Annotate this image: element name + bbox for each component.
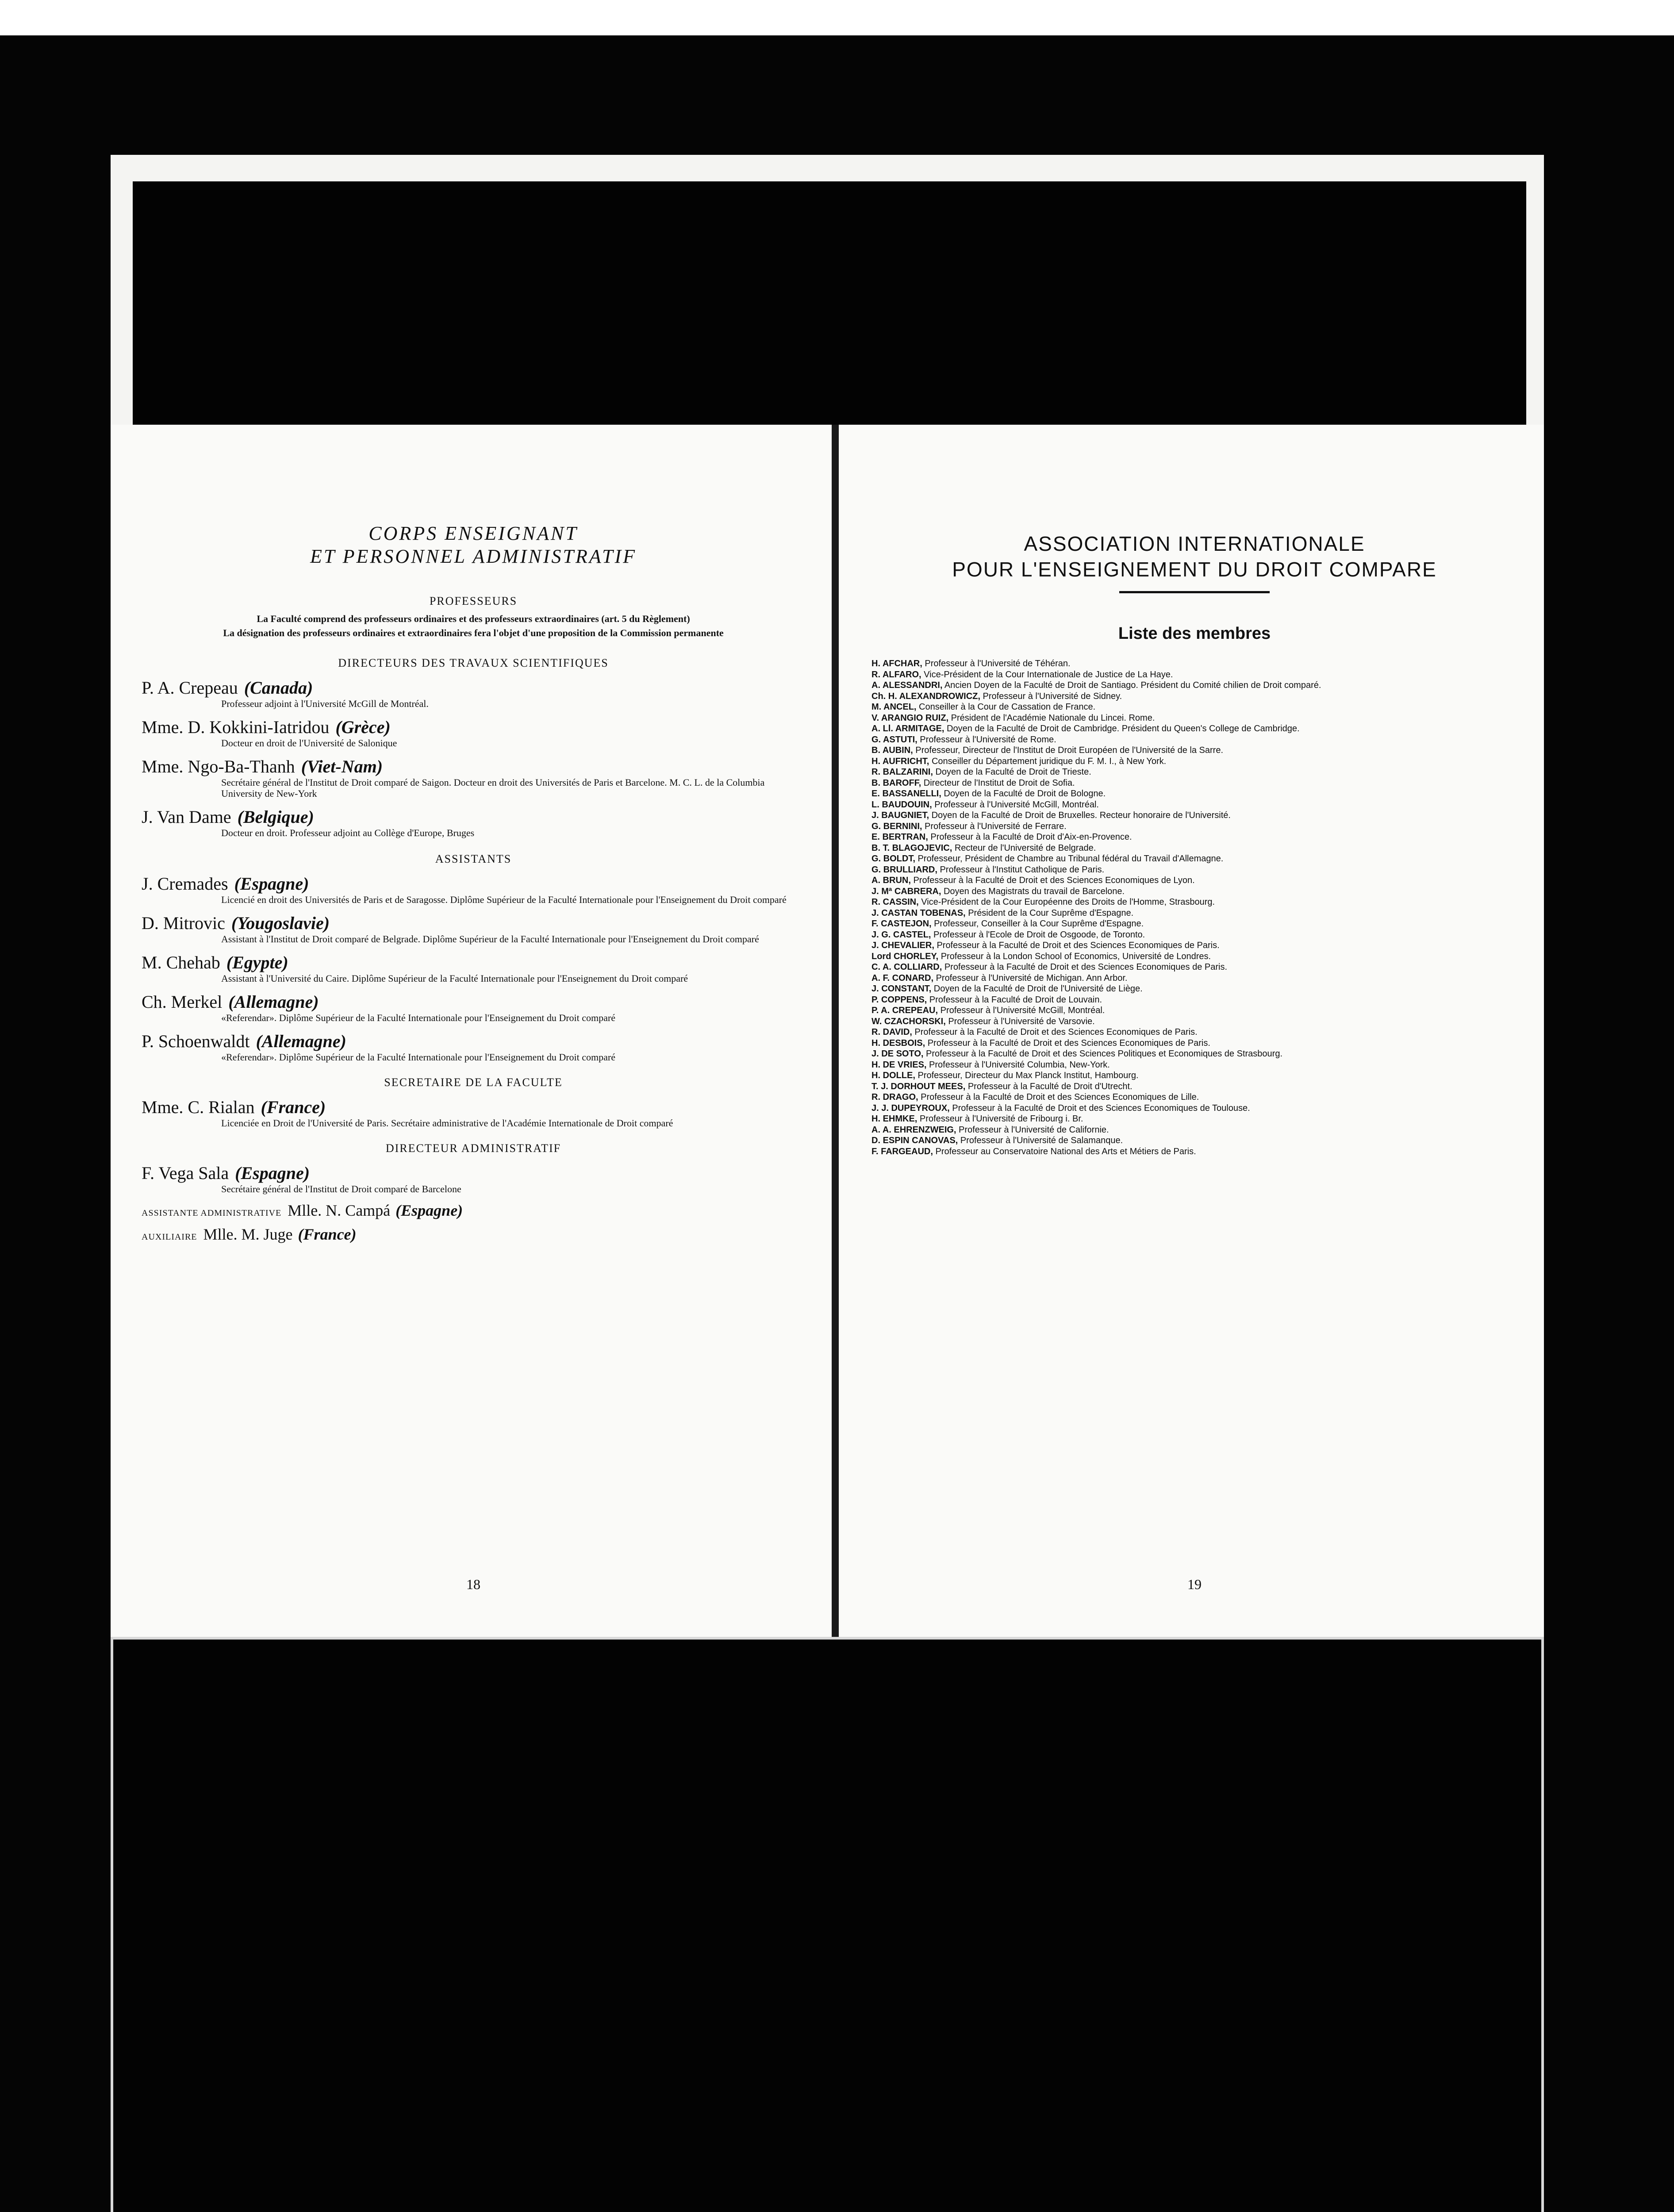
member-desc: Conseiller du Département juridique du F. M. I., à New York. [931, 756, 1167, 766]
person-desc: Assistant à l'Institut de Droit comparé de Belgrade. Diplôme Supérieur de la Faculté Internationale pour l'Enseignement du Droit comparé [221, 933, 759, 945]
person-desc: Licenciée en Droit de l'Université de Paris. Secrétaire administrative de l'Académie Internationale de Droit comparé [221, 1118, 673, 1129]
member-desc: Professeur à la Faculté de Droit et des Sciences Politiques et Economiques de Strasbourg. [926, 1049, 1283, 1059]
member-name: B. BAROFF, [872, 778, 921, 788]
member-entry [872, 1103, 1517, 1114]
person-country: (Viet-Nam) [301, 757, 383, 776]
member-desc: Professeur à l'Université de Varsovie. [948, 1016, 1095, 1026]
member-name: A. ALESSANDRI, [872, 680, 943, 690]
member-entry [872, 962, 1517, 973]
member-entry [872, 691, 1517, 702]
person-name: J. Van Dame [142, 807, 231, 827]
member-entry [872, 658, 1517, 669]
member-entry [872, 897, 1517, 908]
auxiliaire-label: AUXILIAIRE [142, 1232, 197, 1242]
directeur-entry [137, 678, 810, 709]
member-name: R. CASSIN, [872, 897, 919, 907]
member-desc: Vice-Président de la Cour Internationale de Justice de La Haye. [924, 669, 1173, 680]
person-name: J. Cremades [142, 874, 228, 894]
member-entry [872, 1060, 1517, 1071]
person-desc: «Referendar». Diplôme Supérieur de la Faculté Internationale pour l'Enseignement du Droit comparé [221, 1012, 615, 1023]
member-name: F. CASTEJON, [872, 919, 932, 929]
directeur-admin-entry [137, 1163, 810, 1194]
member-name: A. A. EHRENZWEIG, [872, 1125, 956, 1135]
left-title-line1: CORPS ENSEIGNANT [369, 522, 578, 544]
directeur-entry [137, 807, 810, 838]
member-desc: Professeur à la Faculté de Droit et des Sciences Economiques de Paris. [914, 1027, 1198, 1037]
auxiliaire-country: (France) [298, 1225, 357, 1243]
directeur-entry [137, 757, 810, 799]
person-desc: Secrétaire général de l'Institut de Droit comparé de Saigon. Docteur en droit des Universités de Paris et Barcelone. M. C. L. de la Columbia University de New-York [221, 777, 765, 799]
member-desc: Professeur à l'Université de Rome. [920, 734, 1056, 745]
person-desc: «Referendar». Diplôme Supérieur de la Faculté Internationale pour l'Enseignement du Droit comparé [221, 1052, 615, 1063]
member-entry [872, 875, 1517, 886]
member-entry [872, 669, 1517, 680]
member-desc: Doyen des Magistrats du travail de Barcelone. [943, 886, 1125, 896]
member-name: P. COPPENS, [872, 995, 927, 1005]
member-name: Lord CHORLEY, [872, 951, 939, 961]
member-name: V. ARANGIO RUIZ, [872, 713, 949, 723]
member-entry [872, 1125, 1517, 1136]
right-page [872, 522, 1517, 1593]
member-entry [872, 973, 1517, 984]
member-entry [872, 864, 1517, 876]
top-frame [111, 155, 1544, 429]
person-desc: Professeur adjoint à l'Université McGill de Montréal. [221, 698, 429, 709]
member-name: J. DE SOTO, [872, 1049, 924, 1059]
member-name: A. F. CONARD, [872, 973, 933, 983]
member-entry [872, 723, 1517, 734]
person-desc: Assistant à l'Université du Caire. Diplôme Supérieur de la Faculté Internationale pour l'Enseignement du Droit comparé [221, 973, 688, 984]
member-entry [872, 1146, 1517, 1157]
member-desc: Professeur à la Faculté de Droit et des Sciences Economiques de Lille. [921, 1092, 1199, 1102]
person-country: (Belgique) [237, 807, 314, 827]
member-entry [872, 1092, 1517, 1103]
member-entry [872, 1114, 1517, 1125]
person-country: (Espagne) [234, 874, 309, 894]
member-desc: Président de la Cour Suprême d'Espagne. [968, 908, 1134, 918]
member-desc: Professeur à l'Université de Ferrare. [925, 821, 1067, 831]
member-desc: Professeur à la Faculté de Droit et des Sciences Economiques de Paris. [937, 941, 1220, 950]
blank-frame [133, 181, 1526, 429]
directeur-admin-heading: DIRECTEUR ADMINISTRATIF [385, 1142, 561, 1155]
member-entry [872, 778, 1517, 789]
page-gutter [832, 425, 839, 1637]
member-entry [872, 832, 1517, 843]
member-name: G. BOLDT, [872, 854, 915, 864]
member-desc: Professeur, Conseiller à la Cour Suprême d'Espagne. [934, 919, 1144, 929]
person-country: (Egypte) [226, 952, 288, 972]
member-list [872, 658, 1517, 1157]
person-country: (France) [261, 1097, 326, 1117]
member-desc: Professeur à l'Université de Salamanque. [960, 1136, 1123, 1145]
member-desc: Directeur de l'Institut de Droit de Sofia. [923, 778, 1075, 788]
left-title-line2: ET PERSONNEL ADMINISTRATIF [310, 545, 637, 567]
person-country: (Yougoslavie) [231, 913, 330, 933]
member-name: H. DE VRIES, [872, 1060, 927, 1070]
member-entry [872, 1005, 1517, 1016]
member-name: J. Mª CABRERA, [872, 886, 941, 896]
member-name: P. A. CREPEAU, [872, 1006, 938, 1015]
secretaire-entry [137, 1097, 810, 1129]
directeur-entry [137, 717, 810, 749]
page-number-right: 19 [1187, 1576, 1202, 1592]
member-name: H. AUFRICHT, [872, 756, 929, 766]
person-name: P. A. Crepeau [142, 678, 238, 698]
member-desc: Doyen de la Faculté de Droit de l'Université de Liège. [933, 984, 1143, 994]
member-entry [872, 1081, 1517, 1092]
member-entry [872, 1016, 1517, 1027]
member-name: R. DAVID, [872, 1027, 912, 1037]
member-name: R. BALZARINI, [872, 767, 933, 777]
right-title-line1: ASSOCIATION INTERNATIONALE [1024, 532, 1365, 555]
assistante-name: Mlle. N. Campá [288, 1202, 391, 1219]
assistant-entry [137, 952, 810, 984]
member-entry [872, 908, 1517, 919]
member-name: A. BRUN, [872, 876, 911, 885]
member-desc: Doyen de la Faculté de Droit de Bruxelles. Recteur honoraire de l'Université. [931, 810, 1231, 820]
member-name: G. BERNINI, [872, 821, 922, 831]
member-name: D. ESPIN CANOVAS, [872, 1136, 958, 1145]
member-name: W. CZACHORSKI, [872, 1016, 946, 1026]
member-name: L. BAUDOUIN, [872, 799, 932, 810]
member-desc: Professeur à l'Université McGill, Montréal. [940, 1006, 1105, 1015]
member-desc: Professeur au Conservatoire National des Arts et Métiers de Paris. [935, 1146, 1196, 1156]
member-name: J. BAUGNIET, [872, 810, 929, 820]
person-name: D. Mitrovic [142, 913, 225, 933]
member-entry [872, 918, 1517, 929]
member-entry [872, 810, 1517, 821]
member-name: T. J. DORHOUT MEES, [872, 1081, 966, 1091]
member-name: A. Ll. ARMITAGE, [872, 724, 945, 733]
member-entry [872, 940, 1517, 951]
member-desc: Professeur à la Faculté de Droit de Louvain. [929, 995, 1102, 1005]
member-name: E. BERTRAN, [872, 832, 928, 842]
member-entry [872, 843, 1517, 854]
member-desc: Professeur à l'Institut Catholique de Paris. [940, 864, 1105, 875]
member-entry [872, 1070, 1517, 1081]
member-name: H. DESBOIS, [872, 1038, 925, 1048]
member-name: J. CASTAN TOBENAS, [872, 908, 966, 918]
assistants-heading: ASSISTANTS [435, 853, 512, 865]
member-name: F. FARGEAUD, [872, 1146, 933, 1156]
assistant-entry [137, 874, 810, 905]
member-entry [872, 702, 1517, 713]
member-name: R. DRAGO, [872, 1092, 918, 1102]
member-entry [872, 734, 1517, 745]
member-name: G. BRULLIARD, [872, 864, 937, 875]
member-desc: Professeur à la Faculté de Droit d'Aix-en-Provence. [930, 832, 1132, 842]
member-name: R. ALFARO, [872, 669, 921, 680]
member-desc: Professeur à l'Université de Californie. [959, 1125, 1109, 1135]
member-entry [872, 1048, 1517, 1060]
member-desc: Professeur à l'Université Columbia, New-York. [929, 1060, 1110, 1070]
member-desc: Professeur, Directeur du Max Planck Institut, Hambourg. [918, 1071, 1139, 1080]
member-entry [872, 821, 1517, 832]
member-name: C. A. COLLIARD, [872, 962, 942, 972]
member-name: J. CONSTANT, [872, 984, 932, 994]
member-name: H. AFCHAR, [872, 659, 922, 668]
member-entry [872, 745, 1517, 756]
member-desc: Ancien Doyen de la Faculté de Droit de Santiago. Président du Comité chilien de Droit comparé. [944, 680, 1321, 690]
member-entry [872, 1027, 1517, 1038]
member-entry [872, 680, 1517, 691]
member-desc: Professeur à l'Ecole de Droit de Osgoode, de Toronto. [933, 929, 1145, 940]
person-country: (Allemagne) [256, 1031, 346, 1051]
person-country: (Canada) [244, 678, 313, 698]
member-name: J. J. DUPEYROUX, [872, 1103, 950, 1113]
person-country: (Espagne) [235, 1163, 310, 1183]
person-name: Ch. Merkel [142, 992, 223, 1012]
professeurs-heading: PROFESSEURS [429, 595, 518, 607]
member-entry [872, 929, 1517, 941]
title-rule [1119, 591, 1270, 593]
member-entry [872, 995, 1517, 1006]
member-desc: Professeur à l'Université de Michigan. Ann Arbor. [936, 973, 1128, 983]
member-desc: Professeur à l'Université McGill, Montréal. [934, 799, 1099, 810]
member-desc: Recteur de l'Université de Belgrade. [954, 843, 1096, 853]
member-entry [872, 713, 1517, 724]
person-name: P. Schoenwaldt [142, 1031, 250, 1051]
liste-heading: Liste des membres [1118, 624, 1271, 643]
member-desc: Professeur à la Faculté de Droit et des Sciences Economiques de Paris. [927, 1038, 1210, 1048]
member-name: J. CHEVALIER, [872, 941, 934, 950]
member-desc: Professeur, Directeur de l'Institut de Droit Européen de l'Université de la Sarre. [915, 745, 1224, 755]
assistante-country: (Espagne) [395, 1202, 463, 1219]
member-desc: Conseiller à la Cour de Cassation de France. [919, 702, 1096, 712]
secretaire-heading: SECRETAIRE DE LA FACULTE [384, 1076, 563, 1089]
member-entry [872, 853, 1517, 864]
assistante-row [142, 1201, 810, 1223]
member-name: H. EHMKE, [872, 1114, 918, 1124]
member-desc: Professeur à l'Université de Sidney. [983, 691, 1122, 701]
member-entry [872, 983, 1517, 995]
person-name: Mme. Ngo-Ba-Thanh [142, 757, 295, 776]
person-desc: Secrétaire général de l'Institut de Droit comparé de Barcelone [221, 1183, 461, 1194]
member-name: J. G. CASTEL, [872, 929, 931, 940]
assistant-entry [137, 1031, 810, 1063]
member-entry [872, 886, 1517, 897]
member-desc: Doyen de la Faculté de Droit de Bologne. [944, 789, 1106, 799]
member-entry [872, 951, 1517, 962]
member-entry [872, 1038, 1517, 1049]
auxiliaire-row [142, 1225, 810, 1247]
member-desc: Professeur, Président de Chambre au Tribunal fédéral du Travail d'Allemagne. [918, 854, 1224, 864]
note-faculte: La Faculté comprend des professeurs ordinaires et des professeurs extraordinaires (art. 5 du Règlement) [257, 613, 690, 624]
document-spread [111, 425, 1544, 1637]
assistant-entry [137, 913, 810, 945]
member-name: M. ANCEL, [872, 702, 917, 712]
person-name: M. Chehab [142, 952, 220, 972]
page-number-left: 18 [466, 1576, 480, 1592]
member-name: E. BASSANELLI, [872, 789, 941, 799]
person-name: Mme. D. Kokkini-Iatridou [142, 717, 330, 737]
assistant-entry [137, 992, 810, 1023]
person-name: F. Vega Sala [142, 1163, 229, 1183]
person-desc: Licencié en droit des Universités de Paris et de Saragosse. Diplôme Supérieur de la Faculté Internationale pour l'Enseignement du Droit comparé [221, 894, 787, 905]
member-entry [872, 767, 1517, 778]
member-desc: Professeur à la Faculté de Droit d'Utrecht. [968, 1081, 1133, 1091]
member-entry [872, 799, 1517, 810]
member-desc: Professeur à la London School of Economics, Université de Londres. [941, 951, 1211, 961]
member-desc: Vice-Président de la Cour Européenne des Droits de l'Homme, Strasbourg. [921, 897, 1215, 907]
member-desc: Professeur à la Faculté de Droit et des Sciences Economiques de Lyon. [913, 876, 1195, 885]
person-desc: Docteur en droit. Professeur adjoint au Collège d'Europe, Bruges [221, 827, 475, 838]
member-name: Ch. H. ALEXANDROWICZ, [872, 691, 980, 701]
left-page [137, 522, 810, 1593]
auxiliaire-name: Mlle. M. Juge [203, 1225, 293, 1243]
member-entry [872, 1135, 1517, 1146]
member-name: B. AUBIN, [872, 745, 913, 755]
right-title-line2: POUR L'ENSEIGNEMENT DU DROIT COMPARE [952, 558, 1437, 581]
person-country: (Grèce) [335, 717, 391, 737]
person-desc: Docteur en droit de l'Université de Salonique [221, 737, 397, 749]
bottom-frame [111, 1637, 1544, 2212]
member-desc: Professeur à l'Université de Téhéran. [925, 659, 1071, 668]
member-desc: Professeur à l'Université de Fribourg i. Br. [919, 1114, 1083, 1124]
member-entry [872, 788, 1517, 799]
member-desc: Doyen de la Faculté de Droit de Trieste. [935, 767, 1091, 777]
member-entry [872, 756, 1517, 767]
member-desc: Professeur à la Faculté de Droit et des Sciences Economiques de Paris. [944, 962, 1228, 972]
assistante-label: ASSISTANTE ADMINISTRATIVE [142, 1208, 282, 1218]
person-country: (Allemagne) [228, 992, 319, 1012]
member-name: G. ASTUTI, [872, 734, 918, 745]
member-desc: Président de l'Académie Nationale du Lincei. Rome. [951, 713, 1155, 723]
directeurs-heading: DIRECTEURS DES TRAVAUX SCIENTIFIQUES [338, 657, 609, 669]
member-name: H. DOLLE, [872, 1071, 915, 1080]
person-name: Mme. C. Rialan [142, 1097, 255, 1117]
member-desc: Doyen de la Faculté de Droit de Cambridge. Président du Queen's College de Cambridge. [947, 724, 1300, 733]
member-name: B. T. BLAGOJEVIC, [872, 843, 952, 853]
member-desc: Professeur à la Faculté de Droit et des Sciences Economiques de Toulouse. [952, 1103, 1250, 1113]
note-designation: La désignation des professeurs ordinaires et extraordinaires fera l'objet d'une proposition de la Commission permanente [223, 627, 724, 638]
